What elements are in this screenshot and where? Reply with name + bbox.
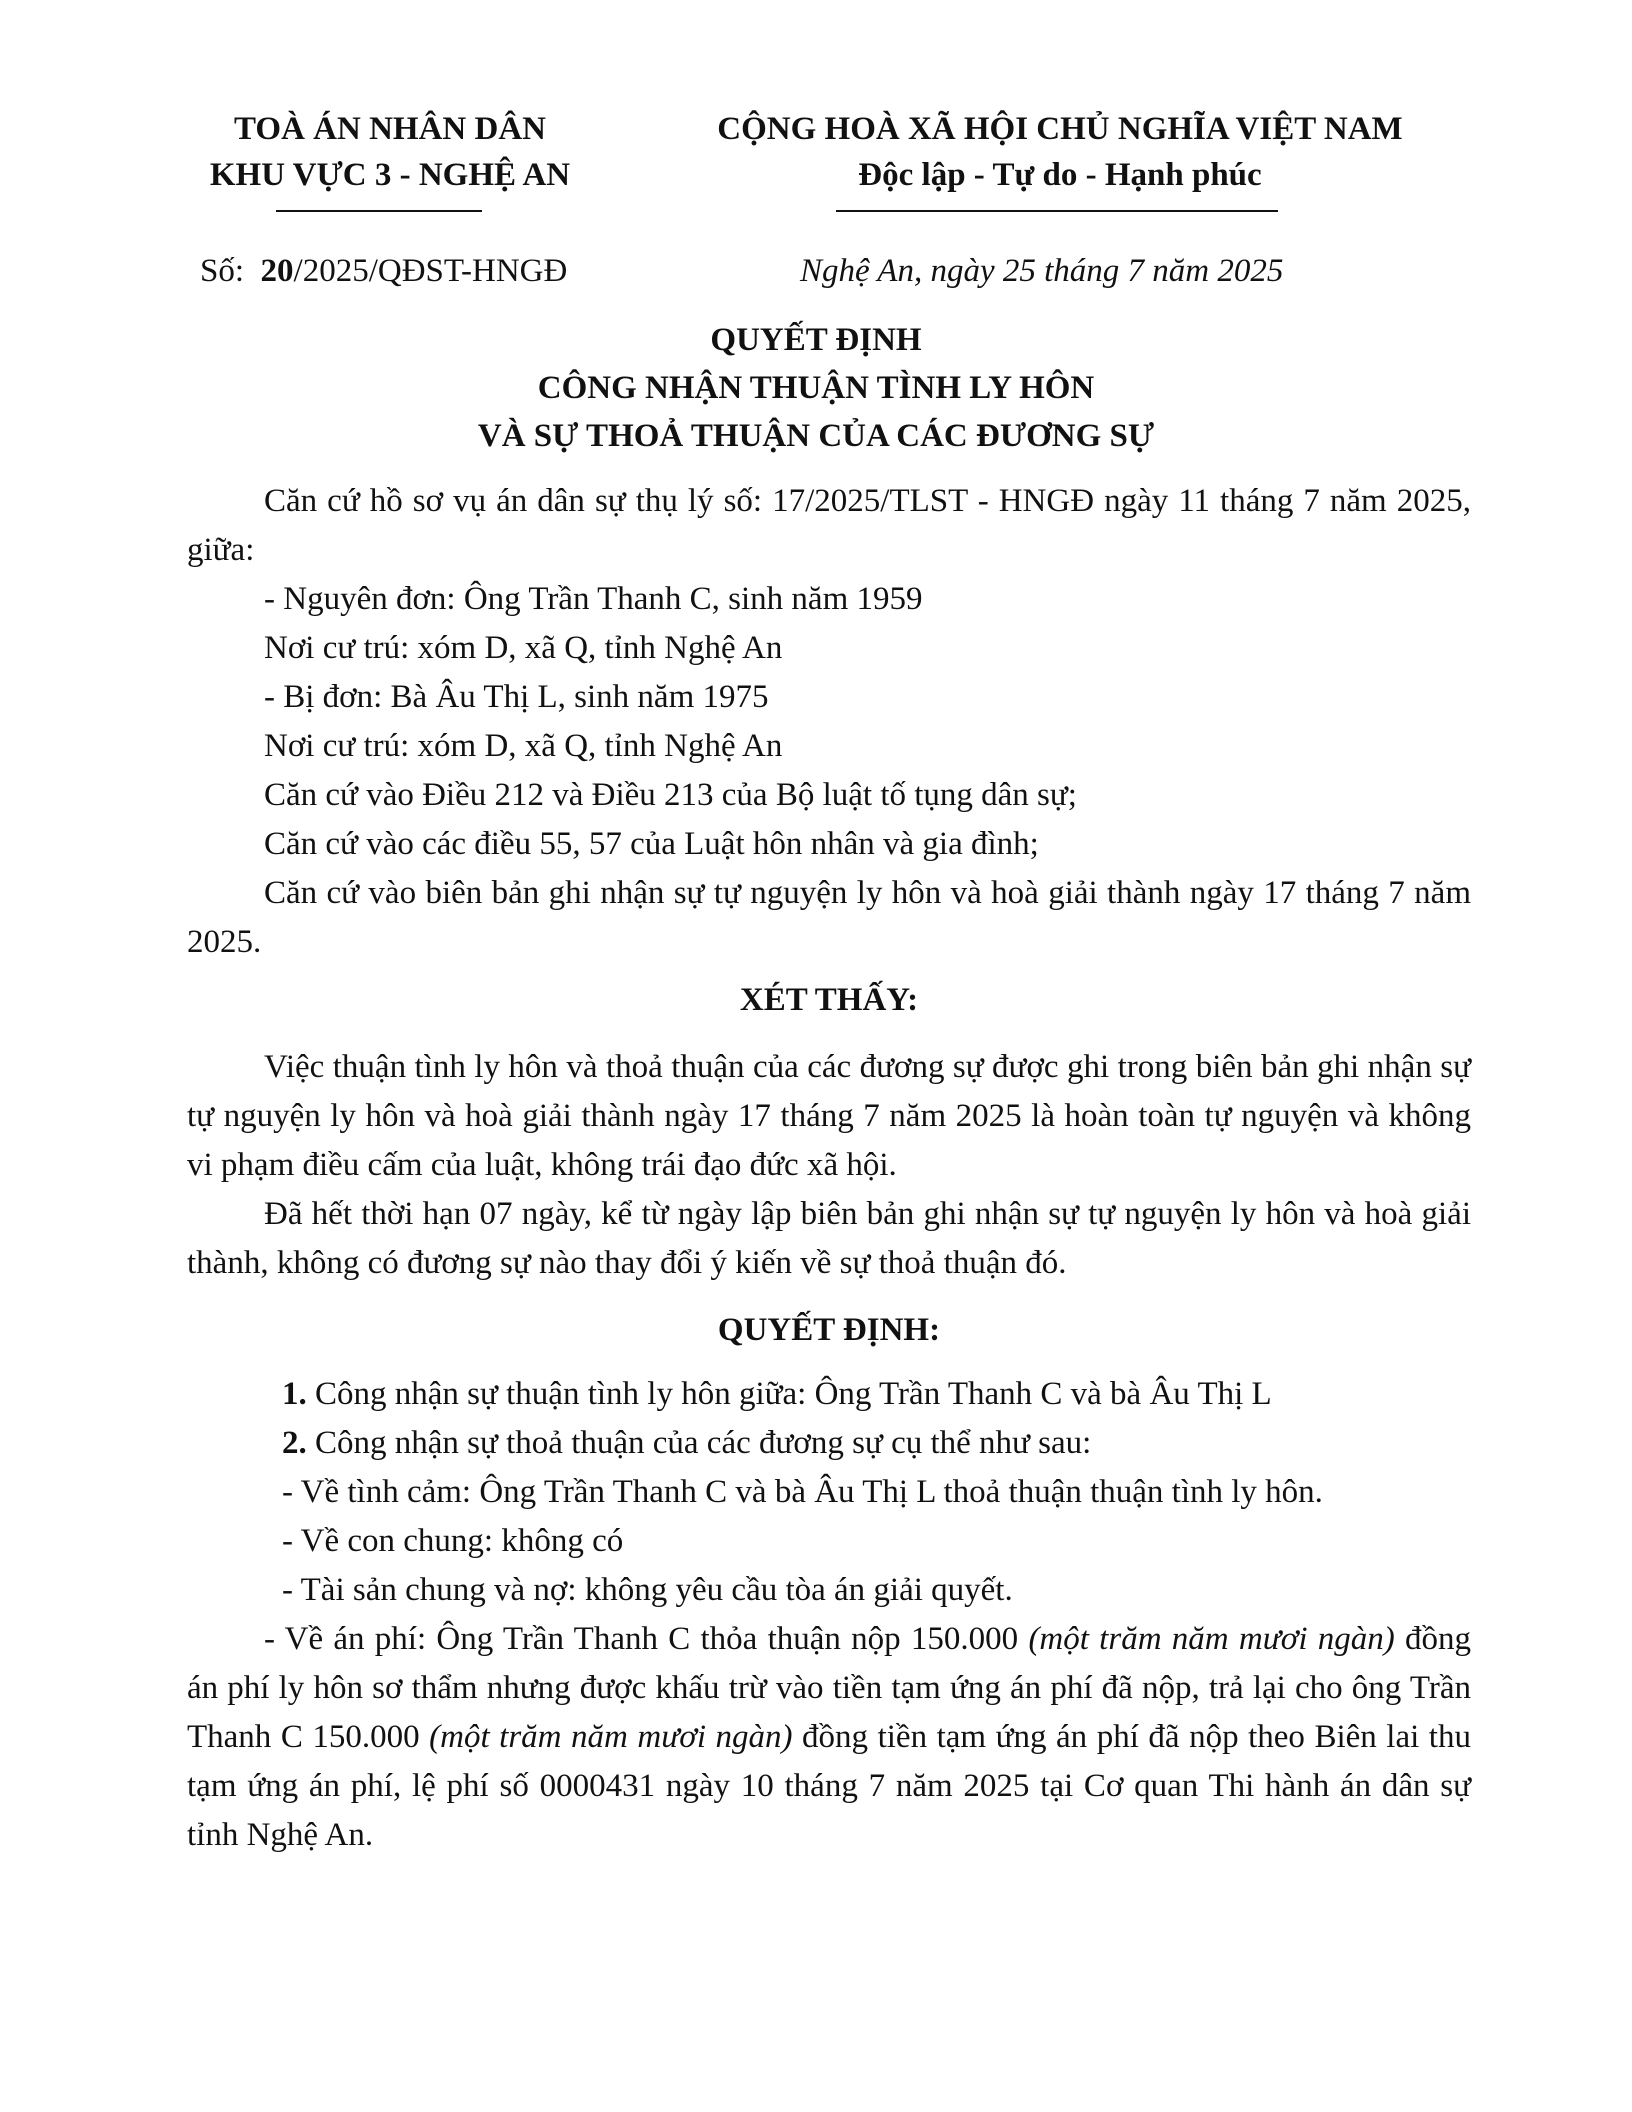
decision-item-2-text: Công nhận sự thoả thuận của các đương sự cụ thể như sau: xyxy=(315,1425,1092,1461)
property-agreement: - Tài sản chung và nợ: không yêu cầu tòa án giải quyết. xyxy=(282,1572,1013,1608)
document-subtitle-1: CÔNG NHẬN THUẬN TÌNH LY HÔN xyxy=(537,370,1095,406)
decision-item-1-text: Công nhận sự thuận tình ly hôn giữa: Ông Trần Thanh C và bà Âu Thị L xyxy=(315,1376,1272,1412)
case-file-basis: Căn cứ hồ sơ vụ án dân sự thụ lý số: 17/2025/TLST - HNGĐ ngày 11 tháng 7 năm 2025, giữa: xyxy=(187,483,1471,568)
findings-heading: XÉT THẤY: xyxy=(739,982,919,1018)
findings-paragraph-1: Việc thuận tình ly hôn và thoả thuận của các đương sự được ghi trong biên bản ghi nhận sự tự nguyện ly hôn và hoà giải thành ngày 17 tháng 7 năm 2025 là hoàn toàn tự nguyện và không vi phạm điều cấm của luật, không trái đạo đức xã hội. xyxy=(187,1049,1471,1183)
legal-basis-family-law: Căn cứ vào các điều 55, 57 của Luật hôn nhân và gia đình; xyxy=(264,826,1039,862)
national-header xyxy=(660,106,1460,198)
court-fee-text-3: đồng tiền tạm ứng án phí đã nộp theo Biên lai thu tạm ứng án phí, lệ phí số 0000431 ngày 10 tháng 7 năm 2025 tại Cơ quan Thi hành án dân sự tỉnh Nghệ An. xyxy=(187,1719,1471,1853)
place-date: Nghệ An, ngày 25 tháng 7 năm 2025 xyxy=(800,253,1284,289)
decision-heading: QUYẾT ĐỊNH: xyxy=(717,1312,941,1348)
findings-section xyxy=(187,976,1471,1025)
decision-section xyxy=(187,1370,1471,1860)
document-number-value: 20 xyxy=(260,253,294,289)
document-number-suffix: /2025/QĐST-HNGĐ xyxy=(293,253,568,289)
document-number xyxy=(200,248,567,294)
court-fee-amount-words-1: (một trăm năm mươi ngàn) xyxy=(1028,1621,1395,1657)
nation-name: CỘNG HOÀ XÃ HỘI CHỦ NGHĨA VIỆT NAM xyxy=(717,111,1403,147)
decision-item-2 xyxy=(187,1419,1471,1468)
findings-paragraph-2: Đã hết thời hạn 07 ngày, kể từ ngày lập biên bản ghi nhận sự tự nguyện ly hôn và hoà giải thành, không có đương sự nào thay đổi ý kiến về sự thoả thuận đó. xyxy=(187,1196,1471,1281)
document-subtitle-2: VÀ SỰ THOẢ THUẬN CỦA CÁC ĐƯƠNG SỰ xyxy=(477,418,1155,454)
court-region: KHU VỰC 3 - NGHỆ AN xyxy=(209,157,571,193)
defendant: - Bị đơn: Bà Âu Thị L, sinh năm 1975 xyxy=(264,679,769,715)
children-agreement: - Về con chung: không có xyxy=(282,1523,624,1559)
affection-agreement: - Về tình cảm: Ông Trần Thanh C và bà Âu Thị L thoả thuận thuận tình ly hôn. xyxy=(282,1474,1323,1510)
basis-section xyxy=(187,477,1471,967)
plaintiff: - Nguyên đơn: Ông Trần Thanh C, sinh năm 1959 xyxy=(264,581,923,617)
decision-item-1 xyxy=(187,1370,1471,1419)
court-fee-agreement xyxy=(187,1615,1471,1860)
decision-item-2-number: 2. xyxy=(282,1425,307,1461)
court-fee-text-1: - Về án phí: Ông Trần Thanh C thỏa thuận nộp 150.000 xyxy=(264,1621,1029,1657)
decision-item-1-number: 1. xyxy=(282,1376,307,1412)
defendant-address: Nơi cư trú: xóm D, xã Q, tỉnh Nghệ An xyxy=(264,728,783,764)
court-header-underline xyxy=(276,210,482,212)
findings-body xyxy=(187,1043,1471,1288)
document-title: QUYẾT ĐỊNH xyxy=(710,322,922,358)
decision-heading-block xyxy=(187,1306,1471,1355)
motto-underline xyxy=(836,210,1278,212)
court-fee-text-2: đồng án phí ly hôn sơ thẩm nhưng được khấu trừ vào tiền tạm ứng án phí đã nộp, trả lại cho ông Trần Thanh C 150.000 xyxy=(187,1621,1472,1755)
legal-basis-civil-procedure: Căn cứ vào Điều 212 và Điều 213 của Bộ luật tố tụng dân sự; xyxy=(264,777,1077,813)
minutes-basis: Căn cứ vào biên bản ghi nhận sự tự nguyện ly hôn và hoà giải thành ngày 17 tháng 7 năm 2025. xyxy=(187,875,1471,960)
national-motto: Độc lập - Tự do - Hạnh phúc xyxy=(858,157,1262,193)
court-name: TOÀ ÁN NHÂN DÂN xyxy=(234,111,546,147)
court-header xyxy=(140,106,640,198)
document-number-prefix: Số: xyxy=(200,253,245,289)
plaintiff-address: Nơi cư trú: xóm D, xã Q, tỉnh Nghệ An xyxy=(264,630,783,666)
court-fee-amount-words-2: (một trăm năm mươi ngàn) xyxy=(429,1719,793,1755)
